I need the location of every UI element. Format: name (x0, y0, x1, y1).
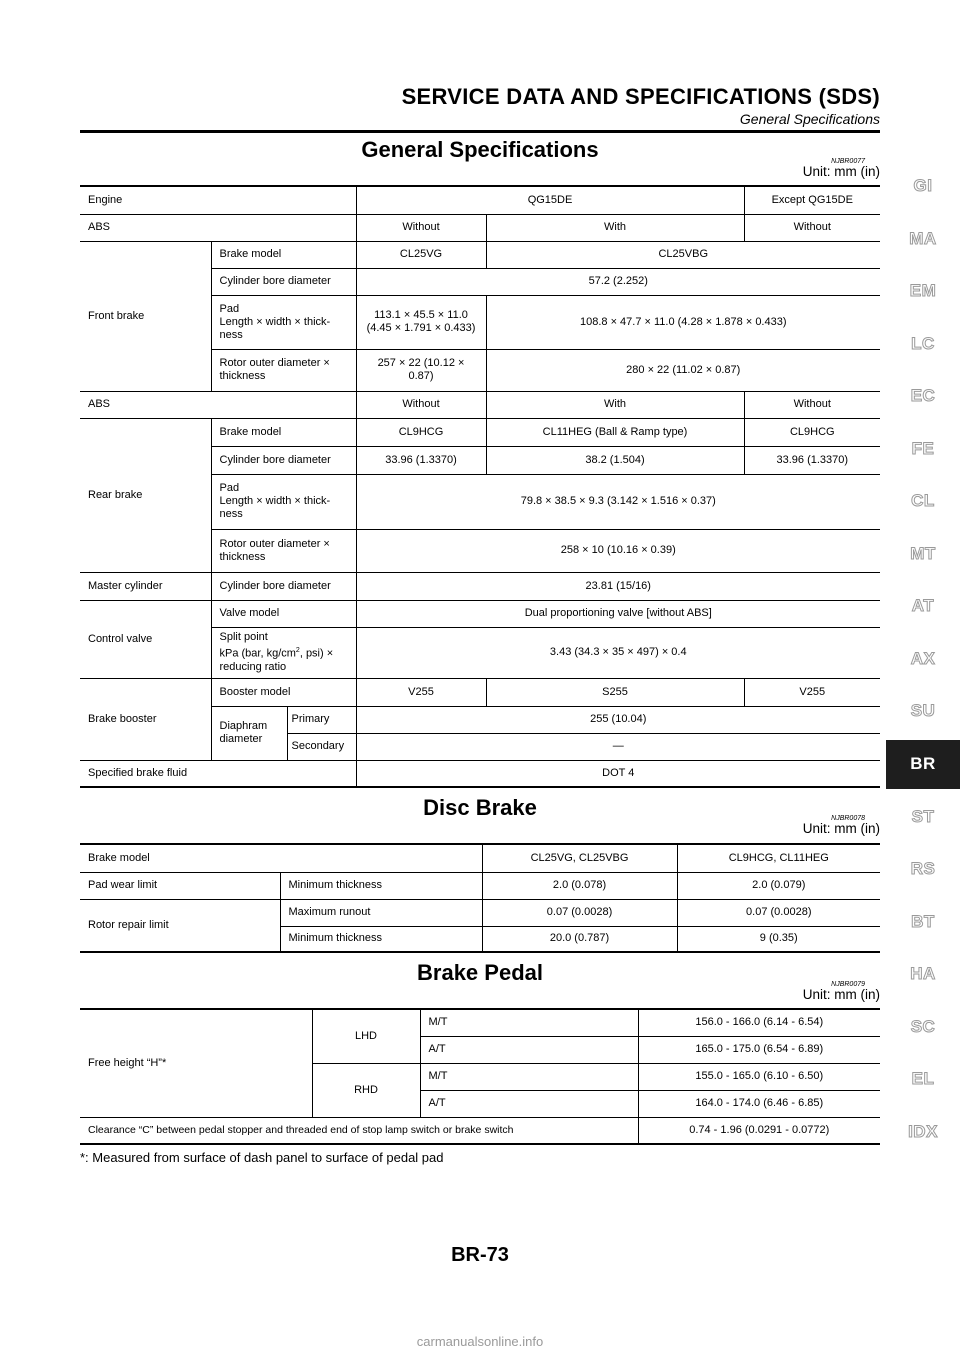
front-model-a: CL25VG (356, 241, 486, 268)
watermark: carmanualsonline.info (416, 1334, 544, 1349)
rear-pad-value: 79.8 × 38.5 × 9.3 (3.142 × 1.516 × 0.37) (356, 474, 880, 529)
tab-st[interactable]: ST (911, 806, 935, 826)
abs-label: ABS (80, 214, 356, 241)
abs-without-4: Without (744, 391, 880, 418)
rotor-repair-label: Rotor repair limit (80, 899, 280, 952)
rhd-label: RHD (312, 1063, 420, 1117)
lhd-label: LHD (312, 1009, 420, 1063)
front-pad-a: 113.1 × 45.5 × 11.0 (4.45 × 1.791 × 0.433) (356, 295, 486, 349)
disc-col-a: CL25VG, CL25VBG (482, 844, 677, 872)
pad-wear-label: Pad wear limit (80, 872, 280, 899)
front-model-b: CL25VBG (486, 241, 880, 268)
rear-pad-label: Pad Length × width × thick- ness (211, 474, 356, 529)
table-row (80, 214, 880, 241)
engine-label: Engine (88, 193, 123, 206)
clearance-label: Clearance “C” between pedal stopper and threaded end of stop lamp switch or brake switch (80, 1117, 638, 1144)
lhd-at-label: A/T (420, 1036, 638, 1063)
tab-gi[interactable]: GI (913, 176, 933, 196)
page-header-subtitle: General Specifications (739, 111, 880, 127)
brake-pedal-unit: Unit: mm (in) (802, 987, 880, 1002)
master-cyl-label: Master cylinder (80, 572, 211, 600)
runout-b: 0.07 (0.0028) (677, 899, 880, 926)
table-row (80, 241, 880, 268)
tab-idx[interactable]: IDX (908, 1121, 938, 1141)
rotor-min-thick-label: Minimum thickness (280, 926, 482, 952)
brake-fluid-value: DOT 4 (356, 760, 880, 787)
brake-booster-label: Brake booster (80, 678, 211, 760)
tab-ma[interactable]: MA (909, 228, 937, 248)
abs-without: Without (356, 214, 486, 241)
primary-label: Primary (287, 706, 356, 733)
tab-ha[interactable]: HA (910, 964, 936, 984)
rear-model-b: CL11HEG (Ball & Ramp type) (486, 418, 744, 446)
table-row (80, 600, 880, 627)
table-row (80, 1009, 880, 1036)
abs-without-3: Without (356, 391, 486, 418)
pad-min-thick-label: Minimum thickness (280, 872, 482, 899)
rear-cyl-c: 33.96 (1.3370) (744, 446, 880, 474)
table-row (80, 872, 880, 899)
diaphram-label: Diaphram diameter (211, 706, 287, 760)
table-row (80, 844, 880, 872)
table-row (80, 186, 880, 214)
tab-bt[interactable]: BT (911, 911, 935, 931)
disc-col-b: CL9HCG, CL11HEG (677, 844, 880, 872)
section-index-tabs (886, 160, 960, 1158)
valve-model-value: Dual proportioning valve [without ABS] (356, 600, 880, 627)
brake-pedal-table (80, 1008, 880, 1145)
rear-model-a: CL9HCG (356, 418, 486, 446)
front-cyl-value: 57.2 (2.252) (356, 268, 880, 295)
tab-mt[interactable]: MT (910, 543, 936, 563)
master-cyl-bore-label: Cylinder bore diameter (211, 572, 356, 600)
disc-brake-unit: Unit: mm (in) (802, 821, 880, 836)
max-runout-label: Maximum runout (280, 899, 482, 926)
tab-ec[interactable]: EC (910, 386, 936, 406)
rhd-mt-label: M/T (420, 1063, 638, 1090)
split-point-value: 3.43 (34.3 × 35 × 497) × 0.4 (356, 627, 880, 678)
control-valve-label: Control valve (80, 600, 211, 678)
front-brake-label: Front brake (80, 241, 211, 391)
rotor-thick-a: 20.0 (0.787) (482, 926, 677, 952)
brake-fluid-label: Specified brake fluid (80, 760, 356, 787)
abs-with-2: With (486, 391, 744, 418)
table-row (80, 678, 880, 706)
runout-a: 0.07 (0.0028) (482, 899, 677, 926)
rotor-label: Rotor outer diameter × thickness (211, 349, 356, 391)
abs-label-2: ABS (80, 391, 356, 418)
rhd-at-value: 164.0 - 174.0 (6.46 - 6.85) (638, 1090, 880, 1117)
tab-cl[interactable]: CL (911, 491, 935, 511)
engine-b: Except QG15DE (744, 186, 880, 214)
brake-pedal-title: Brake Pedal (417, 960, 543, 985)
table-row (80, 391, 880, 418)
tab-ax[interactable]: AX (910, 648, 936, 668)
abs-without-2: Without (744, 214, 880, 241)
clearance-value: 0.74 - 1.96 (0.0291 - 0.0772) (638, 1117, 880, 1144)
tab-rs[interactable]: RS (910, 859, 936, 879)
rhd-at-label: A/T (420, 1090, 638, 1117)
table-row (80, 760, 880, 787)
booster-model-label: Booster model (211, 678, 356, 706)
rear-rotor-value: 258 × 10 (10.16 × 0.39) (356, 529, 880, 572)
secondary-value: — (356, 733, 880, 760)
tab-br[interactable]: BR (886, 740, 960, 789)
front-pad-b: 108.8 × 47.7 × 11.0 (4.28 × 1.878 × 0.433) (486, 295, 880, 349)
lhd-at-value: 165.0 - 175.0 (6.54 - 6.89) (638, 1036, 880, 1063)
rear-model-c: CL9HCG (744, 418, 880, 446)
rotor-thick-b: 9 (0.35) (677, 926, 880, 952)
split-point-label: Split point kPa (bar, $kg/cm^2$, psi) × reducing ratio (211, 627, 356, 678)
tab-fe[interactable]: FE (911, 438, 935, 458)
free-height-label: Free height “H”* (88, 1056, 167, 1069)
disc-brake-table (80, 843, 880, 953)
booster-c: V255 (744, 678, 880, 706)
secondary-label: Secondary (287, 733, 356, 760)
disc-brake-code: NJBR0078 (831, 815, 865, 822)
booster-a: V255 (356, 678, 486, 706)
rear-brake-label: Rear brake (80, 418, 211, 572)
valve-model-label: Valve model (211, 600, 356, 627)
rear-cyl-b: 38.2 (1.504) (486, 446, 744, 474)
pad-label: Pad Length × width × thick- ness (211, 295, 356, 349)
booster-b: S255 (486, 678, 744, 706)
header-rule (80, 130, 880, 133)
general-spec-code: NJBR0077 (831, 158, 865, 165)
tab-sc[interactable]: SC (910, 1016, 936, 1036)
brake-pedal-code: NJBR0079 (831, 981, 865, 988)
table-row (80, 1117, 880, 1144)
rear-cyl-label: Cylinder bore diameter (211, 446, 356, 474)
table-row (80, 899, 880, 926)
primary-value: 255 (10.04) (356, 706, 880, 733)
tab-at[interactable]: AT (911, 596, 935, 616)
table-row (80, 418, 880, 446)
lhd-mt-value: 156.0 - 166.0 (6.14 - 6.54) (638, 1009, 880, 1036)
pad-wear-a: 2.0 (0.078) (482, 872, 677, 899)
tab-lc[interactable]: LC (911, 333, 935, 353)
rear-brake-model-label: Brake model (211, 418, 356, 446)
page-header-title: SERVICE DATA AND SPECIFICATIONS (SDS) (401, 84, 880, 109)
general-spec-table (80, 185, 880, 788)
brake-model-label: Brake model (211, 241, 356, 268)
lhd-mt-label: M/T (420, 1009, 638, 1036)
rear-rotor-label: Rotor outer diameter × thickness (211, 529, 356, 572)
tab-su[interactable]: SU (910, 701, 936, 721)
table-row (80, 572, 880, 600)
general-spec-title: General Specifications (361, 137, 599, 162)
disc-model-label: Brake model (88, 851, 150, 864)
rhd-mt-value: 155.0 - 165.0 (6.10 - 6.50) (638, 1063, 880, 1090)
tab-em[interactable]: EM (909, 281, 937, 301)
front-rotor-b: 280 × 22 (11.02 × 0.87) (486, 349, 880, 391)
disc-brake-title: Disc Brake (423, 795, 537, 820)
rear-cyl-a: 33.96 (1.3370) (356, 446, 486, 474)
pad-wear-b: 2.0 (0.079) (677, 872, 880, 899)
master-cyl-value: 23.81 (15/16) (356, 572, 880, 600)
cyl-bore-label: Cylinder bore diameter (211, 268, 356, 295)
engine-a: QG15DE (356, 186, 744, 214)
page-number: BR-73 (451, 1244, 509, 1266)
footnote: *: Measured from surface of dash panel to surface of pedal pad (80, 1150, 444, 1165)
abs-with: With (486, 214, 744, 241)
tab-el[interactable]: EL (911, 1069, 935, 1089)
general-spec-unit: Unit: mm (in) (802, 164, 880, 179)
front-rotor-a: 257 × 22 (10.12 × 0.87) (356, 349, 486, 391)
